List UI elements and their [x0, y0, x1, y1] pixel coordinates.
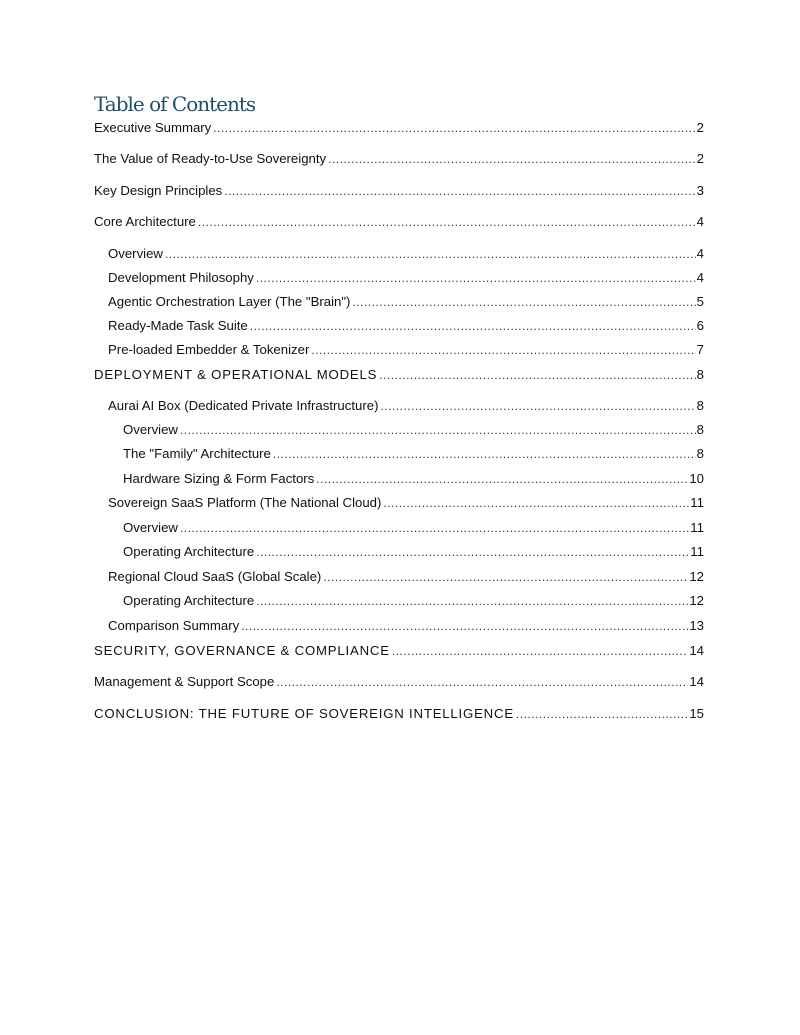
toc-entry-overview[interactable] — [123, 422, 704, 438]
toc-entry-page: 12 — [689, 569, 704, 584]
toc-leader-dots — [311, 342, 695, 358]
toc-entry-label: The Value of Ready-to-Use Sovereignty — [94, 151, 327, 166]
toc-entry-label: Pre-loaded Embedder & Tokenizer — [108, 342, 310, 357]
toc-leader-dots — [273, 446, 696, 462]
toc-entry-page: 8 — [696, 367, 704, 382]
toc-entry-page: 10 — [689, 471, 704, 486]
toc-entry-page: 6 — [696, 318, 704, 333]
toc-leader-dots — [316, 471, 688, 487]
toc-leader-dots — [352, 294, 695, 310]
toc-entry-label: Executive Summary — [94, 120, 212, 135]
toc-leader-dots — [383, 495, 689, 511]
toc-entry-page: 11 — [690, 544, 704, 559]
toc-entry-security-governance[interactable] — [94, 643, 704, 659]
toc-entry-label: Comparison Summary — [108, 618, 240, 633]
toc-leader-dots — [380, 398, 695, 414]
toc-leader-dots — [180, 520, 689, 536]
toc-entry-ready-made-task-suite[interactable] — [108, 318, 704, 334]
toc-entry-label: Ready-Made Task Suite — [108, 318, 248, 333]
toc-leader-dots — [392, 643, 689, 659]
toc-entry-aurai-ai-box[interactable] — [108, 398, 704, 414]
toc-leader-dots — [379, 367, 695, 383]
toc-leader-dots — [256, 270, 696, 286]
toc-entry-label: Overview — [108, 246, 163, 261]
toc-entry-label: Development Philosophy — [108, 270, 254, 285]
toc-leader-dots — [516, 706, 688, 722]
toc-entry-label: Aurai AI Box (Dedicated Private Infrastructure) — [108, 398, 379, 413]
toc-leader-dots — [256, 544, 689, 560]
toc-leader-dots — [256, 593, 688, 609]
toc-entry-label: Key Design Principles — [94, 183, 223, 198]
toc-entry-label: Hardware Sizing & Form Factors — [123, 471, 315, 486]
toc-leader-dots — [224, 183, 695, 199]
toc-entry-core-architecture[interactable] — [94, 214, 704, 230]
toc-entry-value-of-sovereignty[interactable] — [94, 151, 704, 167]
toc-leader-dots — [241, 618, 688, 634]
toc-entry-label: Operating Architecture — [123, 593, 255, 608]
toc-entry-overview[interactable] — [108, 246, 704, 262]
toc-entry-deployment-models[interactable] — [94, 367, 704, 383]
toc-entry-page: 14 — [689, 643, 704, 658]
toc-entry-label: Core Architecture — [94, 214, 196, 229]
toc-entry-page: 13 — [689, 618, 704, 633]
toc-leader-dots — [323, 569, 688, 585]
toc-entry-label: Agentic Orchestration Layer (The "Brain") — [108, 294, 351, 309]
toc-entry-management-support[interactable] — [94, 674, 704, 690]
toc-entry-label: DEPLOYMENT & OPERATIONAL MODELS — [94, 367, 378, 382]
toc-entry-label: CONCLUSION: THE FUTURE OF SOVEREIGN INTELLIGENCE — [94, 706, 514, 721]
toc-entry-label: Sovereign SaaS Platform (The National Cloud) — [108, 495, 382, 510]
toc-entry-executive-summary[interactable] — [94, 120, 704, 136]
toc-leader-dots — [180, 422, 696, 438]
toc-leader-dots — [165, 246, 696, 262]
toc-entry-family-architecture[interactable] — [123, 446, 704, 462]
toc-entry-label: Regional Cloud SaaS (Global Scale) — [108, 569, 322, 584]
toc-entry-overview[interactable] — [123, 520, 704, 536]
toc-entry-page: 8 — [696, 422, 704, 437]
toc-entry-agentic-orchestration-layer[interactable] — [108, 294, 704, 310]
toc-entry-page: 8 — [696, 446, 704, 461]
toc-entry-label: Management & Support Scope — [94, 674, 275, 689]
toc-entry-regional-cloud-saas[interactable] — [108, 569, 704, 585]
toc-leader-dots — [328, 151, 696, 167]
toc-entry-operating-architecture[interactable] — [123, 593, 704, 609]
toc-entry-page: 11 — [690, 520, 704, 535]
toc-entry-page: 14 — [689, 674, 704, 689]
toc-leader-dots — [250, 318, 696, 334]
toc-entry-page: 4 — [696, 270, 704, 285]
toc-entry-page: 15 — [689, 706, 704, 721]
toc-entry-page: 8 — [696, 398, 704, 413]
toc-entry-key-design-principles[interactable] — [94, 183, 704, 199]
toc-entry-page: 12 — [689, 593, 704, 608]
toc-entry-page: 2 — [696, 151, 704, 166]
toc-leader-dots — [276, 674, 688, 690]
toc-entry-page: 7 — [696, 342, 704, 357]
toc-leader-dots — [198, 214, 696, 230]
toc-entry-sovereign-saas-platform[interactable] — [108, 495, 704, 511]
toc-entry-operating-architecture[interactable] — [123, 544, 704, 560]
toc-entry-page: 4 — [696, 246, 704, 261]
toc-entry-development-philosophy[interactable] — [108, 270, 704, 286]
toc-entry-label: SECURITY, GOVERNANCE & COMPLIANCE — [94, 643, 390, 658]
toc-leader-dots — [213, 120, 695, 136]
toc-entry-label: Operating Architecture — [123, 544, 255, 559]
toc-entry-page: 5 — [696, 294, 704, 309]
toc-entry-label: Overview — [123, 520, 178, 535]
toc-entry-comparison-summary[interactable] — [108, 618, 704, 634]
toc-entry-embedder-tokenizer[interactable] — [108, 342, 704, 358]
toc-entry-page: 3 — [696, 183, 704, 198]
toc-entry-label: Overview — [123, 422, 178, 437]
toc-title: Table of Contents — [94, 92, 256, 116]
toc-entry-page: 11 — [690, 495, 704, 510]
toc-entry-conclusion[interactable] — [94, 706, 704, 722]
toc-entry-page: 4 — [696, 214, 704, 229]
toc-entry-hardware-sizing[interactable] — [123, 471, 704, 487]
toc-entry-label: The "Family" Architecture — [123, 446, 271, 461]
toc-entry-page: 2 — [696, 120, 704, 135]
